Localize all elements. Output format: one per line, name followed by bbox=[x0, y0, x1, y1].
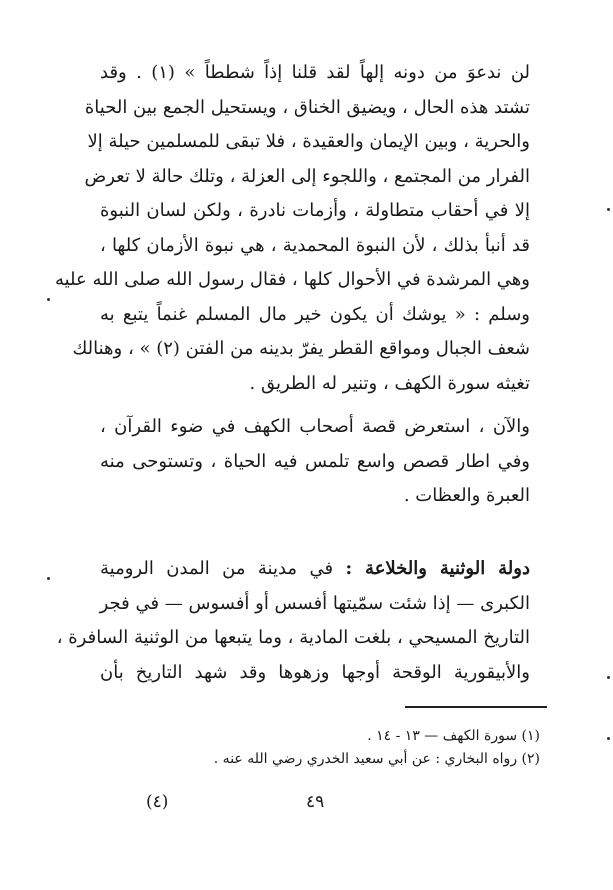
paragraph-pagan-state bbox=[56, 552, 530, 690]
margin-dot bbox=[47, 577, 50, 580]
footnote-2: (٢) رواه البخاري : عن أبي سعيد الخدري رضي الله عنه . bbox=[213, 751, 540, 767]
margin-dot bbox=[607, 208, 610, 211]
text-line: تشتد هذه الحال ، ويضيق الخناق ، ويستحيل الجمع بين الحياة bbox=[84, 96, 530, 118]
text-line: الكبرى — إذا شئت سمّيتها أفسس أو أفسوس — في فجر bbox=[99, 592, 530, 614]
footnote-1: (١) سورة الكهف — ١٣ - ١٤ . bbox=[367, 728, 540, 744]
text-line: التاريخ المسيحي ، بلغت المادية ، وما يتبعها من الوثنية السافرة ، bbox=[56, 627, 530, 648]
margin-dot bbox=[607, 737, 610, 740]
paragraph-story-intro bbox=[100, 410, 530, 514]
footnote-separator bbox=[405, 706, 547, 708]
text-line: تغيثه سورة الكهف ، وتنير له الطريق . bbox=[249, 372, 530, 394]
text-line: وفي اطار قصص واسع تلمس فيه الحياة ، وتستوحى منه bbox=[100, 450, 530, 472]
text-line: والآن ، استعرض قصة أصحاب الكهف في ضوء القرآن ، bbox=[100, 416, 530, 437]
text-line: العبرة والعظات . bbox=[403, 485, 530, 506]
text-line: إلا في أحقاب متطاولة ، وأزمات نادرة ، ولكن لسان النبوة bbox=[100, 200, 530, 221]
text-run: في مدينة من المدن الرومية bbox=[100, 558, 334, 579]
text-line: قد أنبأ بذلك ، لأن النبوة المحمدية ، هي نبوة الأزمان كلها ، bbox=[100, 234, 530, 256]
page-number: ٤٩ bbox=[306, 792, 325, 812]
signature-mark: (٤) bbox=[146, 792, 169, 812]
text-line-with-heading bbox=[100, 552, 530, 587]
text-line: لن ندعوَ من دونه إلهاً لقد قلنا إذاً شططاً » (١) . وقد bbox=[100, 62, 531, 83]
section-heading: دولة الوثنية والخلاعة : bbox=[345, 558, 530, 579]
text-line: وهي المرشدة في الأحوال كلها ، فقال رسول الله صلى الله عليه bbox=[54, 269, 530, 290]
margin-dot bbox=[47, 298, 50, 301]
text-line: والحرية ، وبين الإيمان والعقيدة ، فلا تبقى للمسلمين حيلة إلا bbox=[87, 131, 530, 152]
text-line: والأبيقورية الوقحة أوجها وزهوها وقد شهد التاريخ بأن bbox=[100, 661, 530, 683]
text-line: الفرار من المجتمع ، واللجوء إلى العزلة ، وتلك حالة لا تعرض bbox=[84, 165, 530, 187]
margin-dot bbox=[607, 676, 610, 679]
text-line: وسلم : « يوشك أن يكون خير مال المسلم غنماً يتبع به bbox=[100, 303, 530, 325]
text-line: شعف الجبال ومواقع القطر يفرّ بدينه من الفتن (٢) » ، وهنالك bbox=[72, 338, 530, 359]
paragraph-cave-refuge bbox=[54, 56, 531, 401]
